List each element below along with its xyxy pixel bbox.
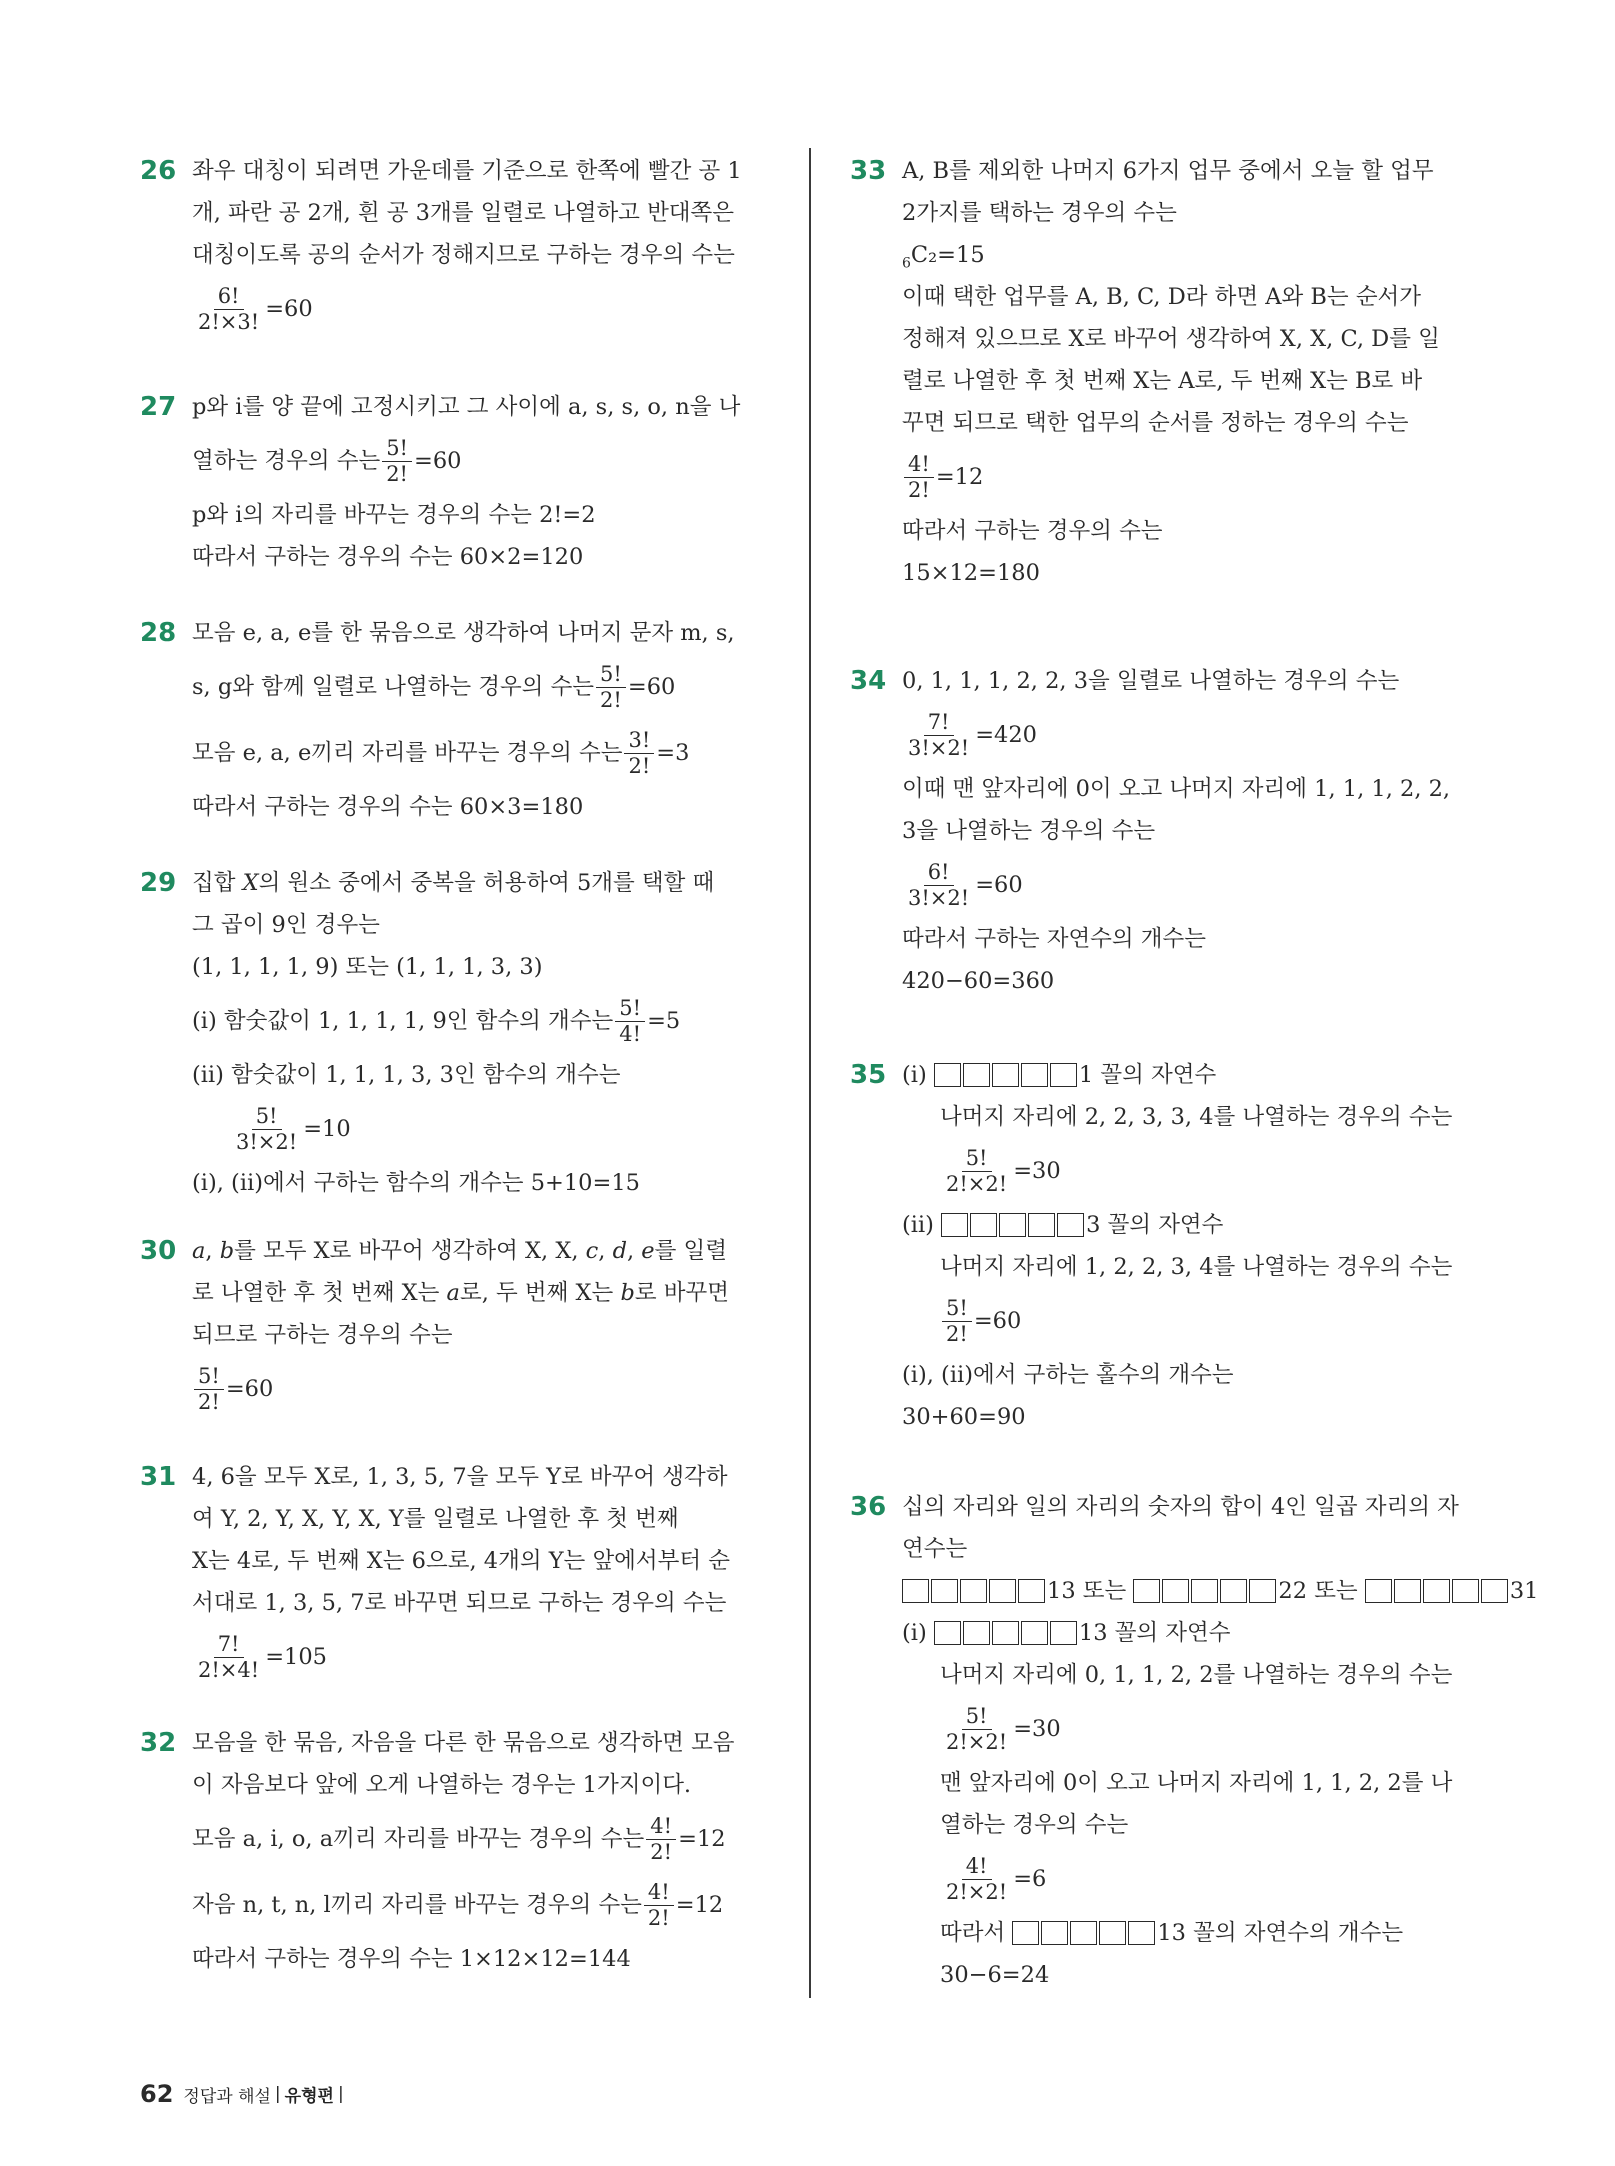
fraction: $\frac{5!}{2!}$ <box>382 437 412 484</box>
text-line: 따라서 구하는 경우의 수는 60×3=180 <box>192 794 584 820</box>
formula-line: 모음 e, a, e끼리 자리를 바꾸는 경우의 수는 $\frac{3!}{2!}$ =3 <box>192 728 690 778</box>
fraction: $\frac{7!}{2!\times 4!}$ <box>198 1632 260 1682</box>
fraction: $\frac{4!}{2!}$ <box>904 453 934 500</box>
formula-line: (ⅰ) 함숫값이 1, 1, 1, 1, 9인 함수의 개수는 $\frac{5!}{4!}$ =5 <box>192 996 681 1046</box>
text-line: 꾸면 되므로 택한 업무의 순서를 정하는 경우의 수는 <box>902 410 1409 436</box>
text-line: p와 i를 양 끝에 고정시키고 그 사이에 a, s, s, o, n을 나 <box>192 394 741 420</box>
blank-boxes <box>941 1213 1084 1237</box>
formula-line: $\frac{4!}{2!}$ =12 <box>902 444 1490 510</box>
formula-line: 모음 a, i, o, a끼리 자리를 바꾸는 경우의 수는 $\frac{4!}{2!}$ =12 <box>192 1814 726 1864</box>
problem-number: 30 <box>140 1236 177 1266</box>
text-line: 연수는 <box>902 1536 968 1562</box>
text-line: (ⅰ) 1 꼴의 자연수 <box>902 1062 1217 1088</box>
formula-line: $\frac{4!}{2!\times 2!}$ =6 <box>902 1846 1490 1912</box>
text-line: (ⅰ) 13 꼴의 자연수 <box>902 1620 1231 1646</box>
text-line: 따라서 구하는 자연수의 개수는 <box>902 926 1207 952</box>
text-line: 0, 1, 1, 1, 2, 2, 3을 일렬로 나열하는 경우의 수는 <box>902 668 1400 694</box>
text-line: 4, 6을 모두 X로, 1, 3, 5, 7을 모두 Y로 바꾸어 생각하 <box>192 1464 728 1490</box>
text-line: 개, 파란 공 2개, 흰 공 3개를 일렬로 나열하고 반대쪽은 <box>192 200 735 226</box>
text-line: a, b를 모두 X로 바꾸어 생각하여 X, X, c, d, e를 일렬 <box>192 1238 727 1264</box>
formula-line: $\frac{6!}{2!\times 3!}$ =60 <box>192 276 780 342</box>
text-line: 되므로 구하는 경우의 수는 <box>192 1322 453 1348</box>
text-line: $_6$C₂=15 <box>902 242 985 272</box>
text-line: 모음을 한 묶음, 자음을 다른 한 묶음으로 생각하면 모음 <box>192 1730 735 1756</box>
text-line: X는 4로, 두 번째 X는 6으로, 4개의 Y는 앞에서부터 순 <box>192 1548 731 1574</box>
fraction: $\frac{7!}{3!\times 2!}$ <box>908 710 970 760</box>
blank-boxes <box>1012 1921 1155 1945</box>
text-line: 이때 맨 앞자리에 0이 오고 나머지 자리에 1, 1, 1, 2, 2, <box>902 776 1451 802</box>
fraction: $\frac{4!}{2!}$ <box>646 1815 676 1862</box>
text-line: 13 또는 22 또는 31 <box>902 1570 1490 1612</box>
fraction: $\frac{5!}{2!\times 2!}$ <box>946 1704 1008 1754</box>
formula-line: $\frac{6!}{3!\times 2!}$ =60 <box>902 852 1490 918</box>
formula-line: $\frac{5!}{2!\times 2!}$ =30 <box>902 1696 1490 1762</box>
text-line: 정해져 있으므로 X로 바꾸어 생각하여 X, X, C, D를 일 <box>902 326 1440 352</box>
text-line: 십의 자리와 일의 자리의 숫자의 합이 4인 일곱 자리의 자 <box>902 1494 1459 1520</box>
text-line: 나머지 자리에 2, 2, 3, 3, 4를 나열하는 경우의 수는 <box>940 1104 1453 1130</box>
fraction: $\frac{6!}{3!\times 2!}$ <box>908 860 970 910</box>
text-line: 집합 X의 원소 중에서 중복을 허용하여 5개를 택할 때 <box>192 870 715 896</box>
page-footer: 62 정답과 해설 | 유형편 | <box>140 2080 344 2108</box>
fraction: $\frac{5!}{2!\times 2!}$ <box>946 1146 1008 1196</box>
problem-number: 27 <box>140 392 177 422</box>
text-line: 나머지 자리에 0, 1, 1, 2, 2를 나열하는 경우의 수는 <box>940 1662 1453 1688</box>
text-line: 여 Y, 2, Y, X, Y, X, Y를 일렬로 나열한 후 첫 번째 <box>192 1506 679 1532</box>
problem-number: 32 <box>140 1728 177 1758</box>
text-line: p와 i의 자리를 바꾸는 경우의 수는 2!=2 <box>192 502 596 528</box>
text-line: 좌우 대칭이 되려면 가운데를 기준으로 한쪽에 빨간 공 1 <box>192 158 742 184</box>
text-line: 30−6=24 <box>940 1962 1050 1988</box>
formula-line: 열하는 경우의 수는 $\frac{5!}{2!}$ =60 <box>192 436 462 486</box>
blank-boxes <box>902 1579 1045 1603</box>
footer-label: 정답과 해설 <box>183 2086 271 2107</box>
formula-line: $\frac{5!}{2!\times 2!}$ =30 <box>902 1138 1490 1204</box>
fraction: $\frac{5!}{4!}$ <box>615 997 645 1044</box>
formula-line: $\frac{5!}{2!}$ =60 <box>192 1356 780 1422</box>
problem-number: 33 <box>850 156 887 186</box>
text-line: 따라서 구하는 경우의 수는 <box>902 518 1163 544</box>
page-number: 62 <box>140 2080 174 2108</box>
blank-boxes <box>934 1063 1077 1087</box>
text-line: 로 나열한 후 첫 번째 X는 a로, 두 번째 X는 b로 바꾸면 <box>192 1280 729 1306</box>
fraction: $\frac{3!}{2!}$ <box>624 729 654 776</box>
problem-number: 29 <box>140 868 177 898</box>
fraction: $\frac{4!}{2!\times 2!}$ <box>946 1854 1008 1904</box>
text-line: 열하는 경우의 수는 <box>940 1812 1129 1838</box>
fraction: $\frac{5!}{2!}$ <box>194 1365 224 1412</box>
text-line: 420−60=360 <box>902 968 1055 994</box>
fraction: $\frac{5!}{3!\times 2!}$ <box>236 1104 298 1154</box>
formula-line: $\frac{5!}{3!\times 2!}$ =10 <box>192 1096 780 1162</box>
text-line: 따라서 구하는 경우의 수는 60×2=120 <box>192 544 584 570</box>
column-divider <box>809 148 811 1998</box>
text-line: 따라서 구하는 경우의 수는 1×12×12=144 <box>192 1946 631 1972</box>
text-line: 서대로 1, 3, 5, 7로 바꾸면 되므로 구하는 경우의 수는 <box>192 1590 727 1616</box>
formula-line: 자음 n, t, n, l끼리 자리를 바꾸는 경우의 수는 $\frac{4!}{2!}$ =12 <box>192 1880 724 1930</box>
problem-number: 26 <box>140 156 177 186</box>
problem-number: 31 <box>140 1462 177 1492</box>
text-line: 30+60=90 <box>902 1404 1026 1430</box>
text-line: (1, 1, 1, 1, 9) 또는 (1, 1, 1, 3, 3) <box>192 954 543 980</box>
text-line: 렬로 나열한 후 첫 번째 X는 A로, 두 번째 X는 B로 바 <box>902 368 1423 394</box>
text-line: A, B를 제외한 나머지 6가지 업무 중에서 오늘 할 업무 <box>902 158 1434 184</box>
text-line: (ⅱ) 3 꼴의 자연수 <box>902 1212 1224 1238</box>
text-line: (ⅰ), (ⅱ)에서 구하는 함수의 개수는 5+10=15 <box>192 1170 640 1196</box>
problem-number: 36 <box>850 1492 887 1522</box>
problem-number: 28 <box>140 618 177 648</box>
footer-section: 유형편 <box>284 2086 334 2107</box>
formula-line: s, g와 함께 일렬로 나열하는 경우의 수는 $\frac{5!}{2!}$ =60 <box>192 662 676 712</box>
fraction: $\frac{4!}{2!}$ <box>644 1881 674 1928</box>
text-line: 그 곱이 9인 경우는 <box>192 912 380 938</box>
text-line: 대칭이도록 공의 순서가 정해지므로 구하는 경우의 수는 <box>192 242 735 268</box>
formula-line: $\frac{5!}{2!}$ =60 <box>902 1288 1490 1354</box>
fraction: $\frac{5!}{2!}$ <box>596 663 626 710</box>
blank-boxes <box>1365 1579 1508 1603</box>
problem-number: 34 <box>850 666 887 696</box>
text-line: 모음 e, a, e를 한 묶음으로 생각하여 나머지 문자 m, s, <box>192 620 735 646</box>
text-line: (ⅱ) 함숫값이 1, 1, 1, 3, 3인 함수의 개수는 <box>192 1062 621 1088</box>
text-line: 2가지를 택하는 경우의 수는 <box>902 200 1177 226</box>
fraction: $\frac{6!}{2!\times 3!}$ <box>198 284 260 334</box>
formula-line: $\frac{7!}{2!\times 4!}$ =105 <box>192 1624 780 1690</box>
problem-number: 35 <box>850 1060 887 1090</box>
fraction: $\frac{5!}{2!}$ <box>942 1297 972 1344</box>
text-line: 이때 택한 업무를 A, B, C, D라 하면 A와 B는 순서가 <box>902 284 1422 310</box>
text-line: 3을 나열하는 경우의 수는 <box>902 818 1156 844</box>
text-line: 나머지 자리에 1, 2, 2, 3, 4를 나열하는 경우의 수는 <box>940 1254 1453 1280</box>
blank-boxes <box>934 1621 1077 1645</box>
text-line: (ⅰ), (ⅱ)에서 구하는 홀수의 개수는 <box>902 1362 1234 1388</box>
text-line: 이 자음보다 앞에 오게 나열하는 경우는 1가지이다. <box>192 1772 692 1798</box>
formula-line: $\frac{7!}{3!\times 2!}$ =420 <box>902 702 1490 768</box>
text-line: 맨 앞자리에 0이 오고 나머지 자리에 1, 1, 2, 2를 나 <box>940 1770 1453 1796</box>
blank-boxes <box>1133 1579 1276 1603</box>
text-line: 따라서 13 꼴의 자연수의 개수는 <box>940 1920 1404 1946</box>
text-line: 15×12=180 <box>902 560 1040 586</box>
